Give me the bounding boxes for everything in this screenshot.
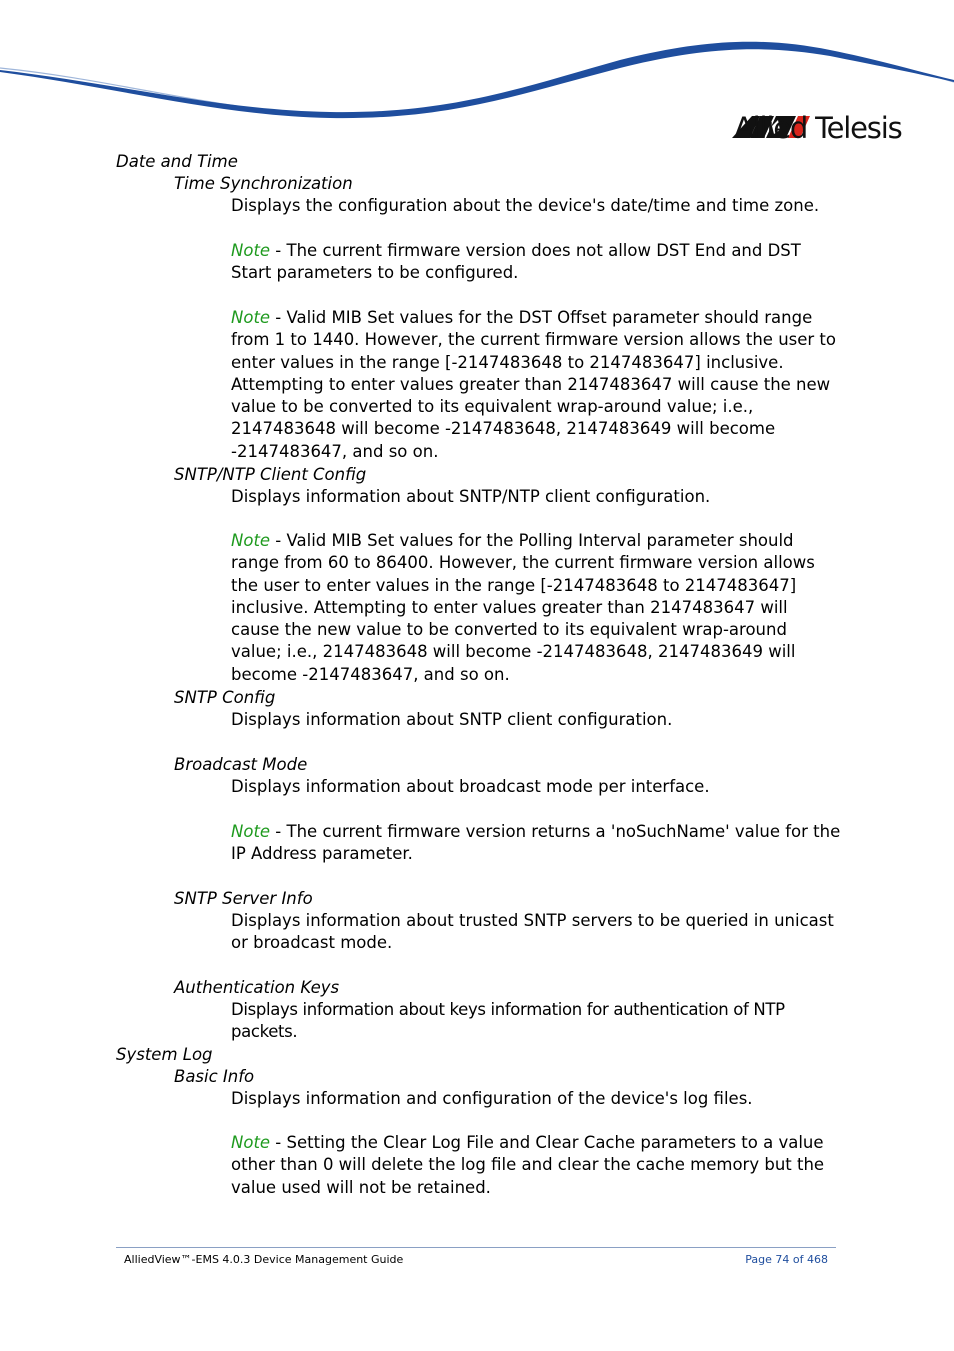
note-paragraph: Note - Valid MIB Set values for the DST Offset parameter should range from 1 to 1440. However, the current firmware version allows the user to enter values in the range [-2147483648 to 2147483647] inclusive. Attempting to enter values greater than 2147483647 will cause the new value to be converted to its equivalent wrap-around value; i.e., 2147483648 will become -2147483648, 2147483649 will become -2147483647, and so on. — [231, 308, 836, 461]
footer-divider — [116, 1247, 836, 1248]
subsection-heading-broadcast-mode: Broadcast Mode — [174, 755, 308, 774]
note-label: Note — [231, 1133, 271, 1152]
subsection-heading-time-synchronization: Time Synchronization — [174, 174, 353, 193]
subsection-heading-sntp-server-info: SNTP Server Info — [174, 889, 313, 908]
section-heading-date-and-time: Date and Time — [116, 152, 238, 171]
footer-page-number: Page 74 of 468 — [745, 1253, 828, 1266]
subsection-heading-basic-info: Basic Info — [174, 1067, 255, 1086]
note-label: Note — [231, 822, 271, 841]
note-paragraph: Note - The current firmware version returns a 'noSuchName' value for the IP Address parameter. — [231, 822, 841, 864]
paragraph: Displays information about trusted SNTP servers to be queried in unicast or broadcast mode. — [231, 911, 834, 953]
note-label: Note — [231, 531, 271, 550]
section-heading-system-log: System Log — [116, 1045, 213, 1064]
note-paragraph: Note - Valid MIB Set values for the Polling Interval parameter should range from 60 to 86400. However, the current firmware version allows the user to enter values in the range [-2147483648 to 2147483647] inclusive. Attempting to enter values greater than 2147483647 will cause the new value to be converted to its equivalent wrap-around value; i.e., 2147483648 will become -2147483648, 2147483649 will become -2147483647, and so on. — [231, 531, 815, 684]
note-label: Note — [231, 241, 271, 260]
paragraph: Displays information about SNTP client configuration. — [231, 710, 673, 729]
subsection-heading-sntp-config: SNTP Config — [174, 688, 276, 707]
footer-document-title: AlliedView™-EMS 4.0.3 Device Management Guide — [124, 1253, 404, 1266]
note-label: Note — [231, 308, 271, 327]
paragraph: Displays the configuration about the device's date/time and time zone. — [231, 196, 820, 215]
subsection-heading-authentication-keys: Authentication Keys — [174, 978, 340, 997]
paragraph: Displays information about broadcast mode per interface. — [231, 777, 710, 796]
logo-wordmark: Allied Telesis — [734, 111, 902, 145]
paragraph: Displays information about SNTP/NTP client configuration. — [231, 487, 711, 506]
note-paragraph: Note - Setting the Clear Log File and Clear Cache parameters to a value other than 0 will delete the log file and clear the cache memory but the value used will not be retained. — [231, 1133, 825, 1197]
paragraph: Displays information about keys information for authentication of NTP packets. — [231, 1000, 785, 1042]
note-paragraph: Note - The current firmware version does not allow DST End and DST Start parameters to be configured. — [231, 241, 801, 283]
subsection-heading-sntp-ntp-client-config: SNTP/NTP Client Config — [174, 465, 367, 484]
paragraph: Displays information and configuration of the device's log files. — [231, 1089, 753, 1108]
